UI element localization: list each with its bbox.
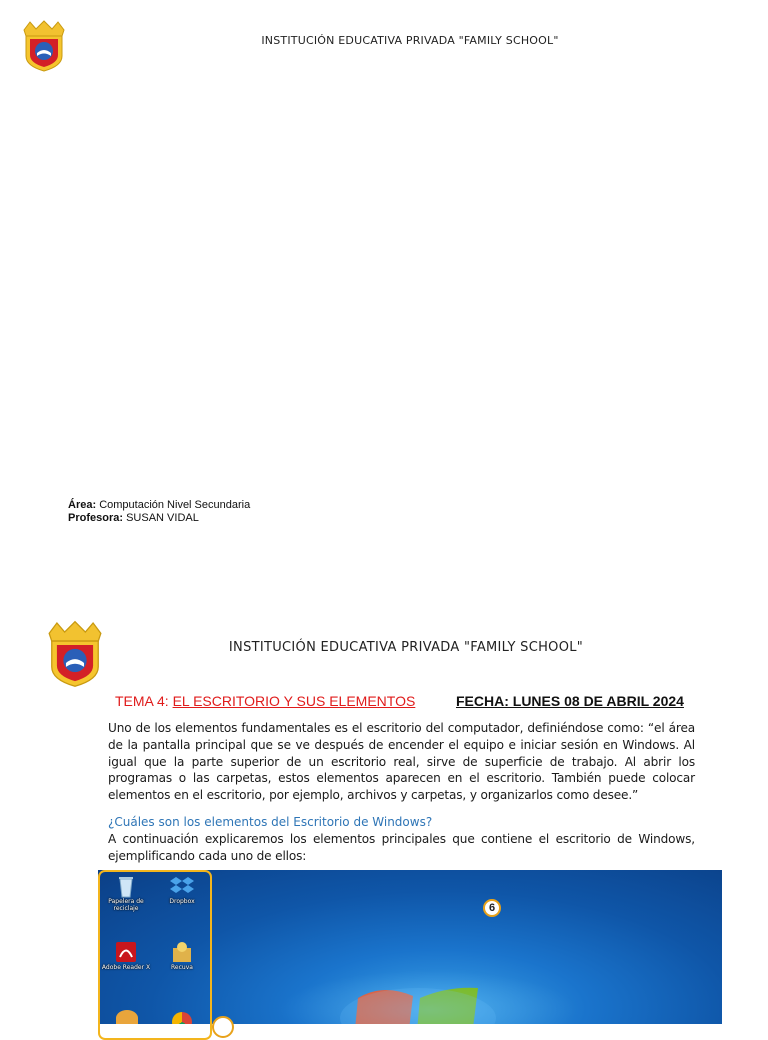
section-subheading: ¿Cuáles son los elementos del Escritorio de Windows? (108, 815, 433, 829)
document-meta (68, 499, 250, 524)
teacher-value: SUSAN VIDAL (126, 511, 199, 524)
page1-header-title: INSTITUCIÓN EDUCATIVA PRIVADA "FAMILY SCHOOL" (261, 34, 559, 47)
callout-number-badge: 6 (483, 899, 501, 917)
date-heading: FECHA: LUNES 08 DE ABRIL 2024 (456, 693, 684, 709)
desktop-icon-label: Adobe Reader X (101, 964, 151, 971)
area-label: Área: (68, 499, 97, 511)
topic-title (115, 693, 415, 709)
explanation-paragraph: A continuación explicaremos los elementos principales que contiene el escritorio de Windows, ejemplificando cada uno de ellos: (108, 832, 695, 863)
intro-paragraph: Uno de los elementos fundamentales es el escritorio del computador, definiéndose como: “el área de la pantalla principal que se ve después de encender el equipo e iniciar sesión en Windows. Al igual que la parte superior de un escritorio real, sirve de superficie de trabajo. Al abrir los programas o las carpetas, estos elementos aparecen en el escritorio. También puede colocar elementos en el escritorio, por ejemplo, archivos y carpetas, y organizarlos como desee.” (108, 721, 695, 803)
callout-circle (212, 1016, 234, 1038)
topic-name: EL ESCRITORIO Y SUS ELEMENTOS (172, 693, 416, 709)
desktop-icon-label: Dropbox (169, 898, 195, 905)
teacher-label: Profesora: (68, 511, 124, 524)
desktop-icon-label: Papelera de reciclaje (108, 898, 144, 912)
desktop-icons-highlight-frame (98, 870, 212, 1040)
area-value: Computación Nivel Secundaria (99, 499, 251, 511)
page2-header-title: INSTITUCIÓN EDUCATIVA PRIVADA "FAMILY SCHOOL" (228, 640, 584, 655)
desktop-icon-label: Recuva (171, 964, 193, 971)
topic-prefix: TEMA 4: (115, 693, 173, 709)
